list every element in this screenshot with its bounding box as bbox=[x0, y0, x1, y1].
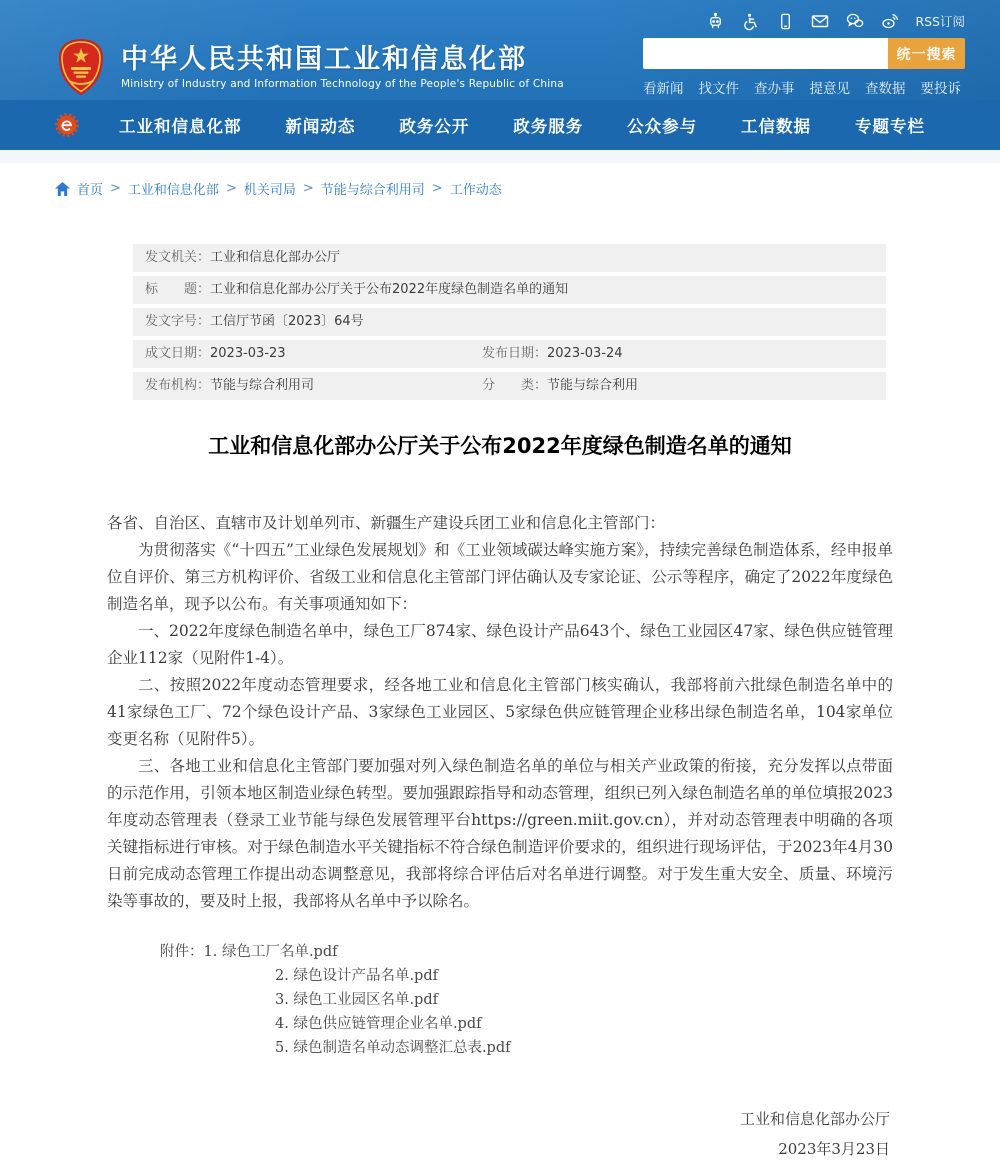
attachments-label: 附件： bbox=[160, 944, 204, 960]
meta-row-publisher-category bbox=[133, 372, 886, 400]
meta-label: 成文日期： bbox=[145, 346, 211, 361]
national-emblem-icon bbox=[55, 37, 107, 97]
nav-item-news[interactable]: 新闻动态 bbox=[285, 117, 356, 136]
doc-paragraph-addressee: 各省、自治区、直辖市及计划单列市、新疆生产建设兵团工业和信息化主管部门： bbox=[107, 514, 666, 532]
signature-org: 工业和信息化部办公厅 bbox=[739, 1110, 890, 1128]
main-navbar bbox=[0, 100, 1000, 150]
breadcrumb-separator: > bbox=[225, 181, 237, 196]
meta-value: 工业和信息化部办公厅 bbox=[210, 250, 341, 265]
quick-link-files[interactable]: 找文件 bbox=[698, 81, 739, 97]
breadcrumb-separator: > bbox=[110, 181, 121, 196]
attachment-link-dynamic-adjustment-summary[interactable]: 5. 绿色制造名单动态调整汇总表.pdf bbox=[275, 1040, 511, 1056]
breadcrumb bbox=[0, 163, 1000, 198]
attachment-link-green-industrial-parks[interactable]: 3. 绿色工业园区名单.pdf bbox=[275, 992, 438, 1008]
weibo-icon[interactable] bbox=[880, 11, 900, 31]
header-main-row bbox=[0, 34, 1000, 100]
attachment-link-green-design-products[interactable]: 2. 绿色设计产品名单.pdf bbox=[275, 968, 438, 984]
site-title: 中华人民共和国工业和信息化部 bbox=[121, 43, 527, 75]
mail-icon[interactable] bbox=[810, 11, 830, 31]
subnav-strip bbox=[0, 150, 1000, 163]
attachment-link-green-factory[interactable]: 1. 绿色工厂名单.pdf bbox=[203, 944, 338, 960]
nav-item-miit[interactable]: 工业和信息化部 bbox=[119, 117, 242, 136]
meta-value: 工业和信息化部办公厅关于公布2022年度绿色制造名单的通知 bbox=[210, 282, 569, 297]
meta-row-dates bbox=[133, 340, 886, 368]
breadcrumb-separator: > bbox=[302, 181, 314, 196]
quick-link-feedback[interactable]: 提意见 bbox=[809, 81, 850, 97]
meta-label: 发布机构： bbox=[145, 378, 211, 393]
quick-link-news[interactable]: 看新闻 bbox=[643, 81, 684, 97]
mobile-icon[interactable] bbox=[775, 11, 795, 31]
nav-item-data[interactable]: 工信数据 bbox=[741, 117, 812, 136]
meta-label: 标 题： bbox=[145, 282, 211, 297]
quick-link-services[interactable]: 查办事 bbox=[754, 81, 795, 97]
quick-link-data[interactable]: 查数据 bbox=[865, 81, 906, 97]
meta-label: 分 类： bbox=[482, 378, 548, 393]
breadcrumb-item-miit[interactable]: 工业和信息化部 bbox=[127, 183, 219, 198]
accessibility-icon[interactable] bbox=[740, 11, 760, 31]
breadcrumb-item-energy-dept[interactable]: 节能与综合利用司 bbox=[320, 183, 425, 198]
document-signature bbox=[0, 1104, 1000, 1164]
nav-item-special-topics[interactable]: 专题专栏 bbox=[854, 117, 925, 136]
meta-row-doc-number bbox=[133, 308, 886, 336]
nav-item-public-participation[interactable]: 公众参与 bbox=[627, 117, 698, 136]
breadcrumb-item-home[interactable]: 首页 bbox=[77, 183, 104, 198]
rss-subscribe-link[interactable]: RSS订阅 bbox=[915, 14, 965, 29]
breadcrumb-item-work-updates[interactable]: 工作动态 bbox=[449, 183, 502, 198]
meta-value: 工信厅节函〔2023〕64号 bbox=[210, 314, 364, 329]
document-body bbox=[0, 510, 1000, 915]
site-subtitle: Ministry of Industry and Information Technology of the People's Republic of China bbox=[121, 77, 564, 90]
meta-value: 2023-03-24 bbox=[547, 346, 623, 361]
meta-value: 节能与综合利用 bbox=[547, 378, 639, 393]
nav-item-gov-services[interactable]: 政务服务 bbox=[513, 117, 584, 136]
site-header bbox=[0, 0, 1000, 150]
quick-link-complaint[interactable]: 要投诉 bbox=[920, 81, 961, 97]
search-button[interactable]: 统一搜索 bbox=[888, 38, 965, 69]
meta-row-issuing-agency bbox=[133, 244, 886, 272]
nav-item-gov-affairs[interactable]: 政务公开 bbox=[399, 117, 470, 136]
meta-value: 2023-03-23 bbox=[210, 346, 286, 361]
search-input[interactable] bbox=[643, 38, 888, 69]
meta-label: 发文字号： bbox=[145, 314, 211, 329]
site-brand bbox=[55, 34, 564, 100]
doc-paragraph-item-1: 一、2022年度绿色制造名单中，绿色工厂874家、绿色设计产品643个、绿色工业园区47家、绿色供应链管理企业112家（见附件1-4）。 bbox=[107, 622, 893, 667]
signature-date: 2023年3月23日 bbox=[778, 1140, 890, 1158]
document-meta-table bbox=[133, 244, 886, 400]
wechat-icon[interactable] bbox=[845, 11, 865, 31]
breadcrumb-separator: > bbox=[431, 181, 443, 196]
quick-links bbox=[643, 77, 965, 97]
breadcrumb-item-departments[interactable]: 机关司局 bbox=[243, 183, 296, 198]
search-area bbox=[643, 34, 965, 100]
nav-items bbox=[119, 113, 945, 137]
meta-value: 节能与综合利用司 bbox=[210, 378, 315, 393]
document-title: 工业和信息化部办公厅关于公布2022年度绿色制造名单的通知 bbox=[208, 434, 792, 458]
header-top-bar bbox=[0, 0, 1000, 34]
meta-row-title bbox=[133, 276, 886, 304]
doc-paragraph-item-3: 三、各地工业和信息化主管部门要加强对列入绿色制造名单的单位与相关产业政策的衔接，充分发挥以点带面的示范作用，引领本地区制造业绿色转型。要加强跟踪指导和动态管理，组织已列入绿色制造名单的单位填报2023年度动态管理表（登录工业节能与绿色发展管理平台https://green.miit.gov.cn），并对动态管理表中明确的各项关键指标进行审核。对于绿色制造水平关键指标不符合绿色制造评价要求的，组织进行现场评估，于2023年4月30日前完成动态管理工作提出动态调整意见，我部将综合评估后对名单进行调整。对于发生重大安全、质量、环境污染等事故的，要及时上报，我部将从名单中予以除名。 bbox=[107, 757, 893, 910]
attachments-list bbox=[0, 940, 1000, 1060]
home-icon[interactable] bbox=[55, 182, 70, 196]
robot-assistant-icon[interactable] bbox=[705, 11, 725, 31]
site-title-block bbox=[121, 45, 564, 90]
doc-paragraph-intro: 为贯彻落实《“十四五”工业绿色发展规划》和《工业领域碳达峰实施方案》，持续完善绿色制造体系，经申报单位自评价、第三方机构评价、省级工业和信息化主管部门评估确认及专家论证、公示等程序，确定了2022年度绿色制造名单，现予以公布。有关事项通知如下： bbox=[107, 541, 893, 613]
meta-label: 发布日期： bbox=[482, 346, 548, 361]
attachment-link-green-supply-chain[interactable]: 4. 绿色供应链管理企业名单.pdf bbox=[275, 1016, 482, 1032]
meta-label: 发文机关： bbox=[145, 250, 211, 265]
doc-paragraph-item-2: 二、按照2022年度动态管理要求，经各地工业和信息化主管部门核实确认，我部将前六批绿色制造名单中的41家绿色工厂、72个绿色设计产品、3家绿色工业园区、5家绿色供应链管理企业移出绿色制造名单，104家单位变更名称（见附件5）。 bbox=[107, 676, 893, 748]
miit-e-logo-icon bbox=[55, 113, 79, 137]
